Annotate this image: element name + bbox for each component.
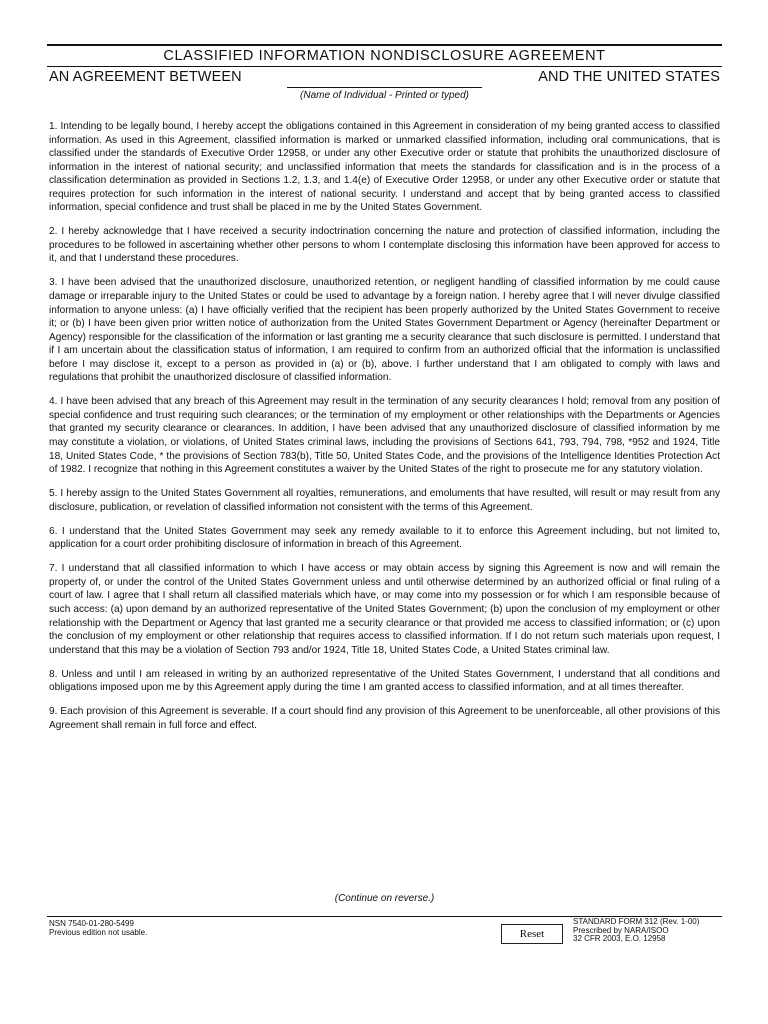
paragraph-8: 8. Unless and until I am released in writing by an authorized representative of the United States Government, I understand that all conditions and obligations imposed upon me by this Agreement apply during the time I am granted access to classified information, and at all times thereafter. [49, 668, 720, 694]
nsn-number: NSN 7540-01-280-5499 [49, 919, 134, 928]
paragraph-2: 2. I hereby acknowledge that I have received a security indoctrination concerning the nature and protection of classified information, including the procedures to be followed in ascertaining whether other persons to whom I contemplate disclosing this information have been approved for access to it, and that I understand these procedures. [49, 226, 720, 265]
name-caption: (Name of Individual - Printed or typed) [300, 90, 469, 101]
continue-note: (Continue on reverse.) [334, 893, 435, 904]
reset-button[interactable]: Reset [501, 924, 563, 944]
agreement-body [49, 120, 720, 743]
paragraph-3: 3. I have been advised that the unauthorized disclosure, unauthorized retention, or negligent handling of classified information by me could cause damage or irreparable injury to the United States or could be used to advantage by a foreign nation. I hereby agree that I will never divulge classified information to anyone unless: (a) I have officially verified that the recipient has been properly authorized by the United States Government to receive it; or (b) I have been given prior written notice of authorization from the United States Government Department or Agency (hereinafter Department or Agency) responsible for the classification of the information or last granting me a security clearance that such disclosure is permitted. I understand that if I am uncertain about the classification status of information, I am required to confirm from an authorized official that the information is unclassified before I may disclose it, except to a person as provided in (a) or (b), above. I further understand that I am obligated to comply with laws and regulations that prohibit the unauthorized disclosure of classified information. [49, 277, 721, 384]
previous-edition-note: Previous edition not usable. [49, 927, 148, 937]
agreement-between-label: AN AGREEMENT BETWEEN [49, 69, 242, 85]
form-title: CLASSIFIED INFORMATION NONDISCLOSURE AGREEMENT [163, 48, 606, 64]
cfr-reference: 32 CFR 2003, E.O. 12958 [573, 934, 666, 944]
footer-right [573, 918, 699, 944]
paragraph-7: 7. I understand that all classified information to which I have access or may obtain access by signing this Agreement is now and will remain the property of, or under the control of the United States Government unless and until otherwise determined by an authorized official or final ruling of a court of law. I agree that I shall return all classified materials which have, or may come into my possession or for which I am responsible because of such access: (a) upon demand by an authorized representative of the United States Government; (b) upon the conclusion of my employment or other relationship with the Department or Agency that last granted me a security clearance or that provided me access to classified information; or (c) upon the conclusion of my employment or other relationship that requires access to classified information. If I do not return such materials upon request, I understand that this may be a violation of Section 793 and/or 1924, Title 18, United States Code, a United States criminal law. [49, 563, 720, 656]
top-rule [47, 44, 722, 46]
paragraph-6: 6. I understand that the United States Government may seek any remedy available to it to enforce this Agreement including, but not limited to, application for a court order prohibiting disclosure of information in breach of this Agreement. [49, 525, 720, 551]
paragraph-1: 1. Intending to be legally bound, I hereby accept the obligations contained in this Agreement in consideration of my being granted access to classified information. As used in this Agreement, classified information is marked or unmarked classified information, including oral communications, that is classified under the standards of Executive Order 12958, or under any other Executive order or statute that prohibits the unauthorized disclosure of information in the interest of national security; and unclassified information that meets the standards for classification and is in the process of a classification determination as provided in Sections 1.2, 1.3, and 1.4(e) of Executive Order 12958, or under any other Executive order or statute that requires protection for such information in the interest of national security. I understand and accept that by being granted access to classified information, special confidence and trust shall be placed in me by the United States Government. [49, 121, 720, 214]
individual-name-line [287, 87, 482, 88]
footer-left [49, 920, 147, 937]
form-number: STANDARD FORM 312 (Rev. 1-00) [573, 917, 700, 926]
title-rule [47, 66, 722, 67]
paragraph-9: 9. Each provision of this Agreement is severable. If a court should find any provision of this Agreement to be unenforceable, all other provisions of this Agreement shall remain in full force and effect. [49, 706, 720, 731]
paragraph-4: 4. I have been advised that any breach of this Agreement may result in the termination of any security clearances I hold; removal from any position of special confidence and trust requiring such clearances; or the termination of my employment or other relationships with the Departments or Agencies that granted my security clearance or clearances. In addition, I have been advised that any unauthorized disclosure of classified information by me may constitute a violation, or violations, of United States criminal laws, including the provisions of Sections 641, 793, 794, 798, *952 and 1924, Title 18, United States Code, * the provisions of Section 783(b), Title 50, United States Code, and the provisions of the Intelligence Identities Protection Act of 1982. I recognize that nothing in this Agreement constitutes a waiver by the United States of the right to prosecute me for any statutory violation. [49, 396, 720, 476]
united-states-label: AND THE UNITED STATES [538, 69, 720, 85]
prescribed-by: Prescribed by NARA/ISOO [573, 925, 669, 935]
paragraph-5: 5. I hereby assign to the United States Government all royalties, remunerations, and emoluments that have resulted, will result or may result from any disclosure, publication, or revelation of classified information not consistent with the terms of this Agreement. [49, 488, 720, 513]
form-page [47, 0, 722, 1024]
